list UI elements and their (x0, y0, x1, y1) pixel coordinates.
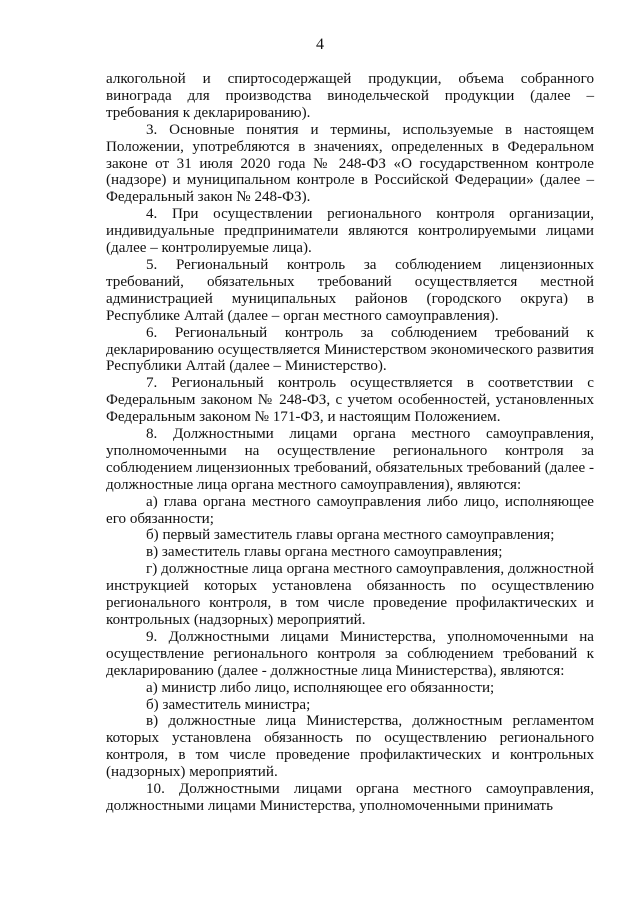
document-body (106, 71, 594, 815)
paragraph-9-b: б) заместитель министра; (146, 696, 311, 713)
paragraph-9: 9. Должностными лицами Министерства, уполномоченными на осуществление регионального контроля за соблюдением требований к декларированию (далее - должностные лица Министерства), являются: (106, 628, 594, 679)
paragraph-9-v: в) должностные лица Министерства, должностным регламентом которых установлена обязанность по осуществлению регионального контроля, в том числе проведение профилактических и контрольных (надзорных) мероприятий. (106, 713, 594, 781)
paragraph-5: 5. Региональный контроль за соблюдением лицензионных требований, обязательных требований осуществляется местной администрацией муниципальных районов (городского округа) в Республике Алтай (далее – орган местного самоуправления). (106, 256, 594, 324)
paragraph-10: 10. Должностными лицами органа местного самоуправления, должностными лицами Министерства, уполномоченными принимать (106, 781, 594, 814)
paragraph-8: 8. Должностными лицами органа местного самоуправления, уполномоченными на осуществление регионального контроля за соблюдением лицензионных требований, обязательных требований (далее - должностные лица органа местного самоуправления), являются: (106, 426, 594, 493)
paragraph-6: 6. Региональный контроль за соблюдением требований к декларированию осуществляется Министерством экономического развития Республики Алтай (далее – Министерство). (106, 324, 594, 375)
paragraph-8-a: а) глава органа местного самоуправления либо лицо, исполняющее его обязанности; (106, 493, 594, 527)
paragraph-7: 7. Региональный контроль осуществляется в соответствии с Федеральным законом № 248-ФЗ, с учетом особенностей, установленных Федеральным законом № 171-ФЗ, и настоящим Положением. (106, 375, 594, 426)
paragraph-4: 4. При осуществлении регионального контроля организации, индивидуальные предприниматели являются контролируемыми лицами (далее – контролируемые лица). (106, 206, 594, 257)
paragraph-8-b: б) первый заместитель главы органа местного самоуправления; (146, 527, 555, 544)
paragraph-8-v: в) заместитель главы органа местного самоуправления; (146, 544, 503, 561)
paragraph-9-a: а) министр либо лицо, исполняющее его обязанности; (146, 679, 495, 696)
paragraph-3: 3. Основные понятия и термины, используемые в настоящем Положении, употребляются в значениях, определенных в Федеральном законе от 31 июля 2020 года № 248-ФЗ «О государственном контроле (надзоре) и муниципальном контроле в Российской Федерации» (далее – Федеральный закон № 248-ФЗ). (106, 121, 594, 206)
paragraph-continuation: алкогольной и спиртосодержащей продукции, объема собранного винограда для производства винодельческой продукции (далее – требования к декларированию). (106, 71, 594, 121)
paragraph-8-g: г) должностные лица органа местного самоуправления, должностной инструкцией которых установлена обязанность по осуществлению регионального контроля, в том числе проведение профилактических и контрольных (надзорных) мероприятий. (106, 561, 594, 628)
page-number: 4 (316, 36, 324, 53)
